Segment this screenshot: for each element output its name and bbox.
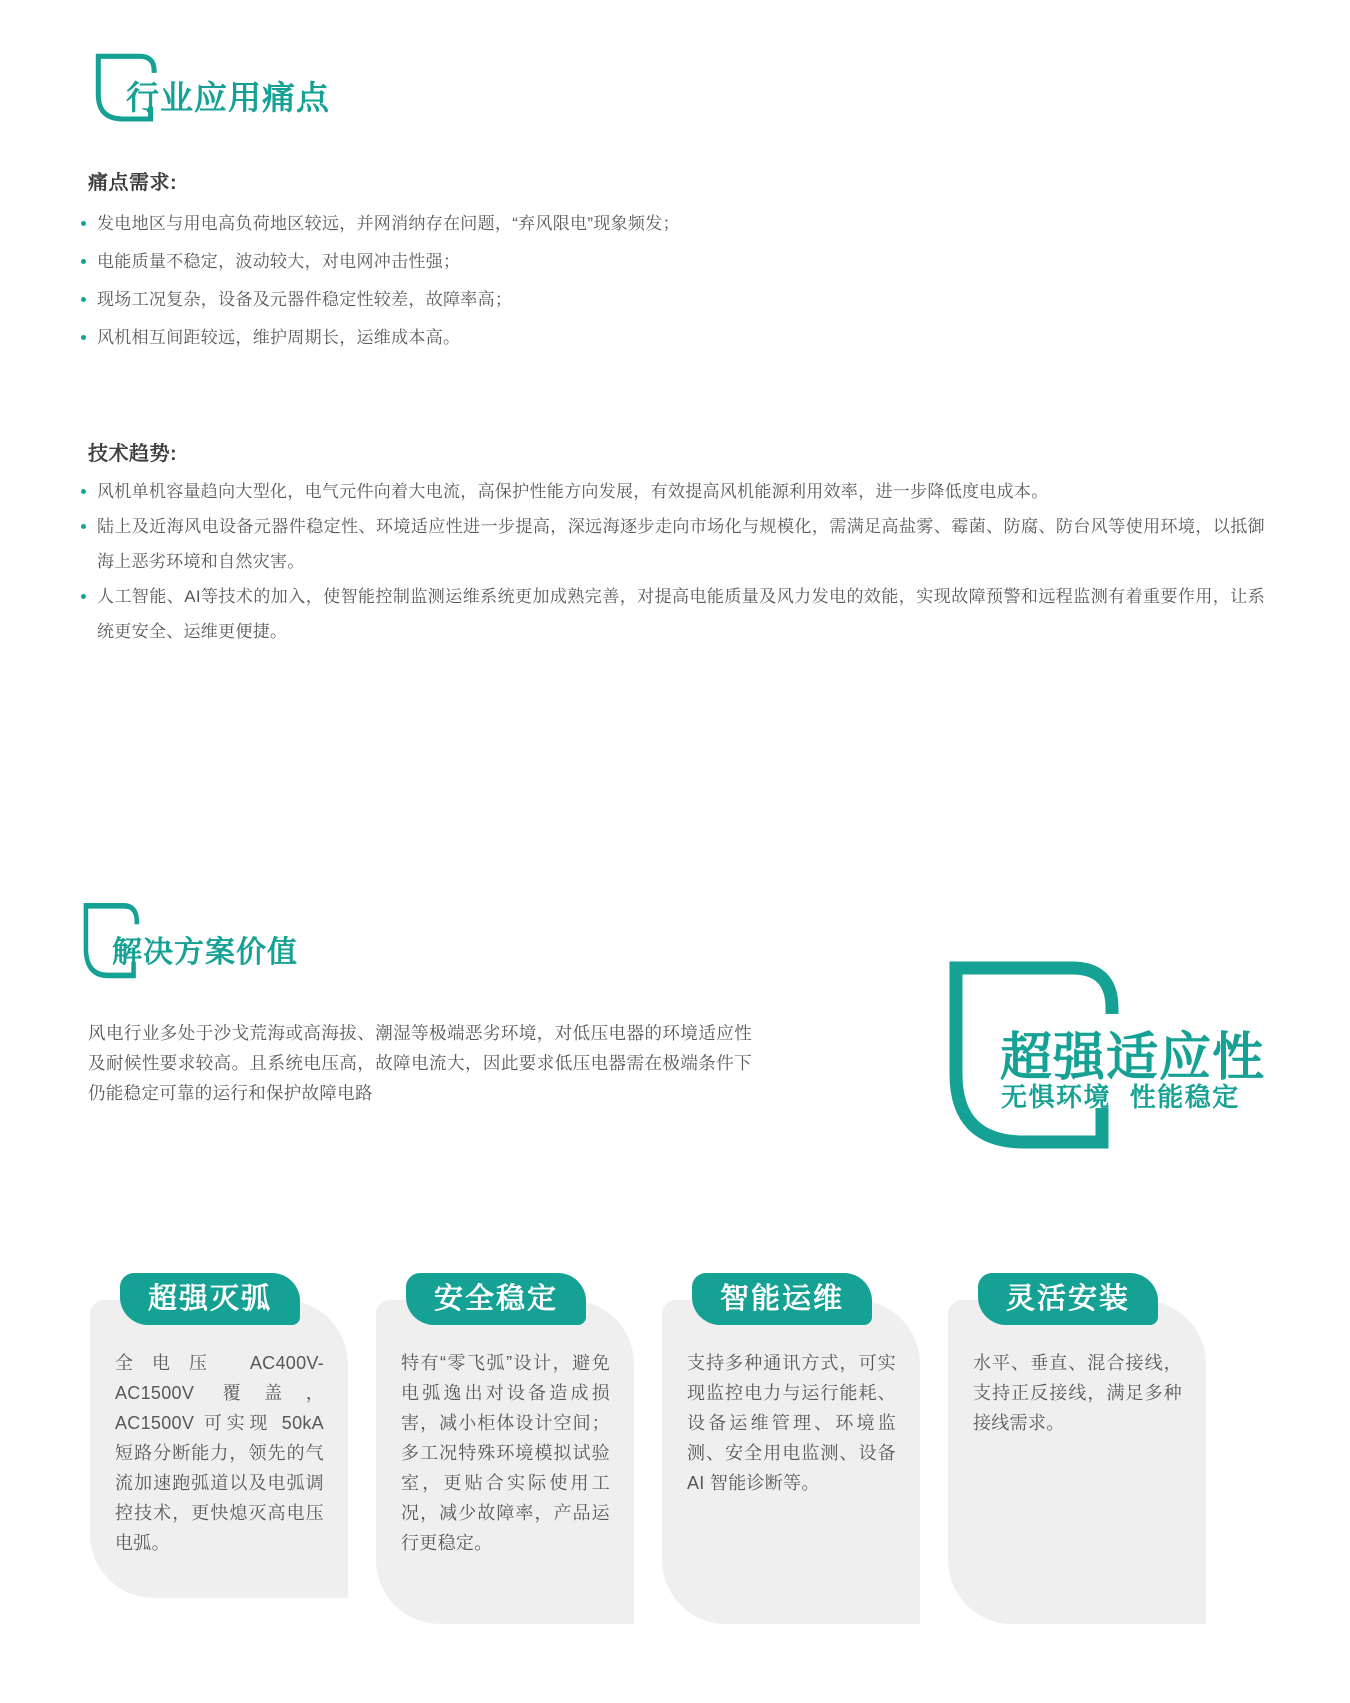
- list-item: [80, 579, 1265, 649]
- list-item-text: 人工智能、AI等技术的加入，使智能控制监测运维系统更加成熟完善，对提高电能质量及风力发电的效能，实现故障预警和远程监测有着重要作用，让系统更安全、运维更便捷。: [97, 587, 1265, 641]
- promo-title: 超强适应性: [1000, 1029, 1266, 1087]
- feature-card: [90, 1283, 348, 1598]
- list-item: [80, 320, 1260, 356]
- tech-trend-heading: 技术趋势:: [88, 443, 178, 465]
- list-item-text: 现场工况复杂，设备及元器件稳定性较差，故障率高；: [97, 290, 513, 309]
- card-badge: 灵活安装: [978, 1273, 1158, 1325]
- promo-block: [944, 956, 1344, 1196]
- list-item: [80, 282, 1260, 318]
- card-body-text: 特有“零飞弧”设计，避免电弧逸出对设备造成损害，减小柜体设计空间；多工况特殊环境模拟试验室，更贴合实际使用工况，减少故障率，产品运行更稳定。: [401, 1353, 610, 1553]
- tech-trend-list: [80, 474, 1265, 649]
- card-badge: 安全稳定: [406, 1273, 586, 1325]
- section-title: 解决方案价值: [112, 936, 298, 969]
- pain-demand-heading: 痛点需求:: [88, 172, 178, 194]
- list-item: [80, 206, 1260, 242]
- solution-paragraph: 风电行业多处于沙戈荒海或高海拔、潮湿等极端恶劣环境，对低压电器的环境适应性及耐候性要求较高。且系统电压高，故障电流大，因此要求低压电器需在极端条件下仍能稳定可靠的运行和保护故障电路: [88, 1023, 752, 1103]
- list-item-text: 风机相互间距较远，维护周期长，运维成本高。: [97, 328, 461, 347]
- feature-card: [376, 1283, 634, 1624]
- card-body-text: 支持多种通讯方式，可实现监控电力与运行能耗、设备运维管理、环境监测、安全用电监测、设备 AI 智能诊断等。: [687, 1353, 896, 1493]
- list-item-text: 风机单机容量趋向大型化，电气元件向着大电流，高保护性能方向发展，有效提高风机能源利用效率，进一步降低度电成本。: [97, 482, 1049, 501]
- card-body-text: 全电压 AC400V-AC1500V 覆盖，AC1500V 可实现 50kA 短路分断能力，领先的气流加速跑弧道以及电弧调控技术，更快熄灭高电压电弧。: [115, 1353, 324, 1553]
- card-badge: 智能运维: [692, 1273, 872, 1325]
- feature-cards: [90, 1273, 1210, 1633]
- list-item: [80, 244, 1260, 280]
- card-badge: 超强灭弧: [120, 1273, 300, 1325]
- list-item: [80, 474, 1265, 509]
- feature-card: [948, 1283, 1206, 1624]
- card-body-text: 水平、垂直、混合接线，支持正反接线，满足多种接线需求。: [973, 1353, 1182, 1433]
- list-item-text: 电能质量不稳定，波动较大，对电网冲击性强；: [97, 252, 461, 271]
- list-item-text: 陆上及近海风电设备元器件稳定性、环境适应性进一步提高，深远海逐步走向市场化与规模化，需满足高盐雾、霉菌、防腐、防台风等使用环境，以抵御海上恶劣环境和自然灾害。: [97, 517, 1265, 571]
- section-header-solution-value: [82, 901, 502, 991]
- list-item-text: 发电地区与用电高负荷地区较远，并网消纳存在问题，“弃风限电”现象频发；: [97, 214, 680, 233]
- feature-card: [662, 1283, 920, 1624]
- section-title: 行业应用痛点: [126, 79, 330, 116]
- pain-demand-list: [80, 206, 1260, 358]
- promo-subtitle: 无惧环境 性能稳定: [1001, 1082, 1240, 1112]
- section-header-pain-points: [94, 52, 514, 142]
- list-item: [80, 509, 1265, 579]
